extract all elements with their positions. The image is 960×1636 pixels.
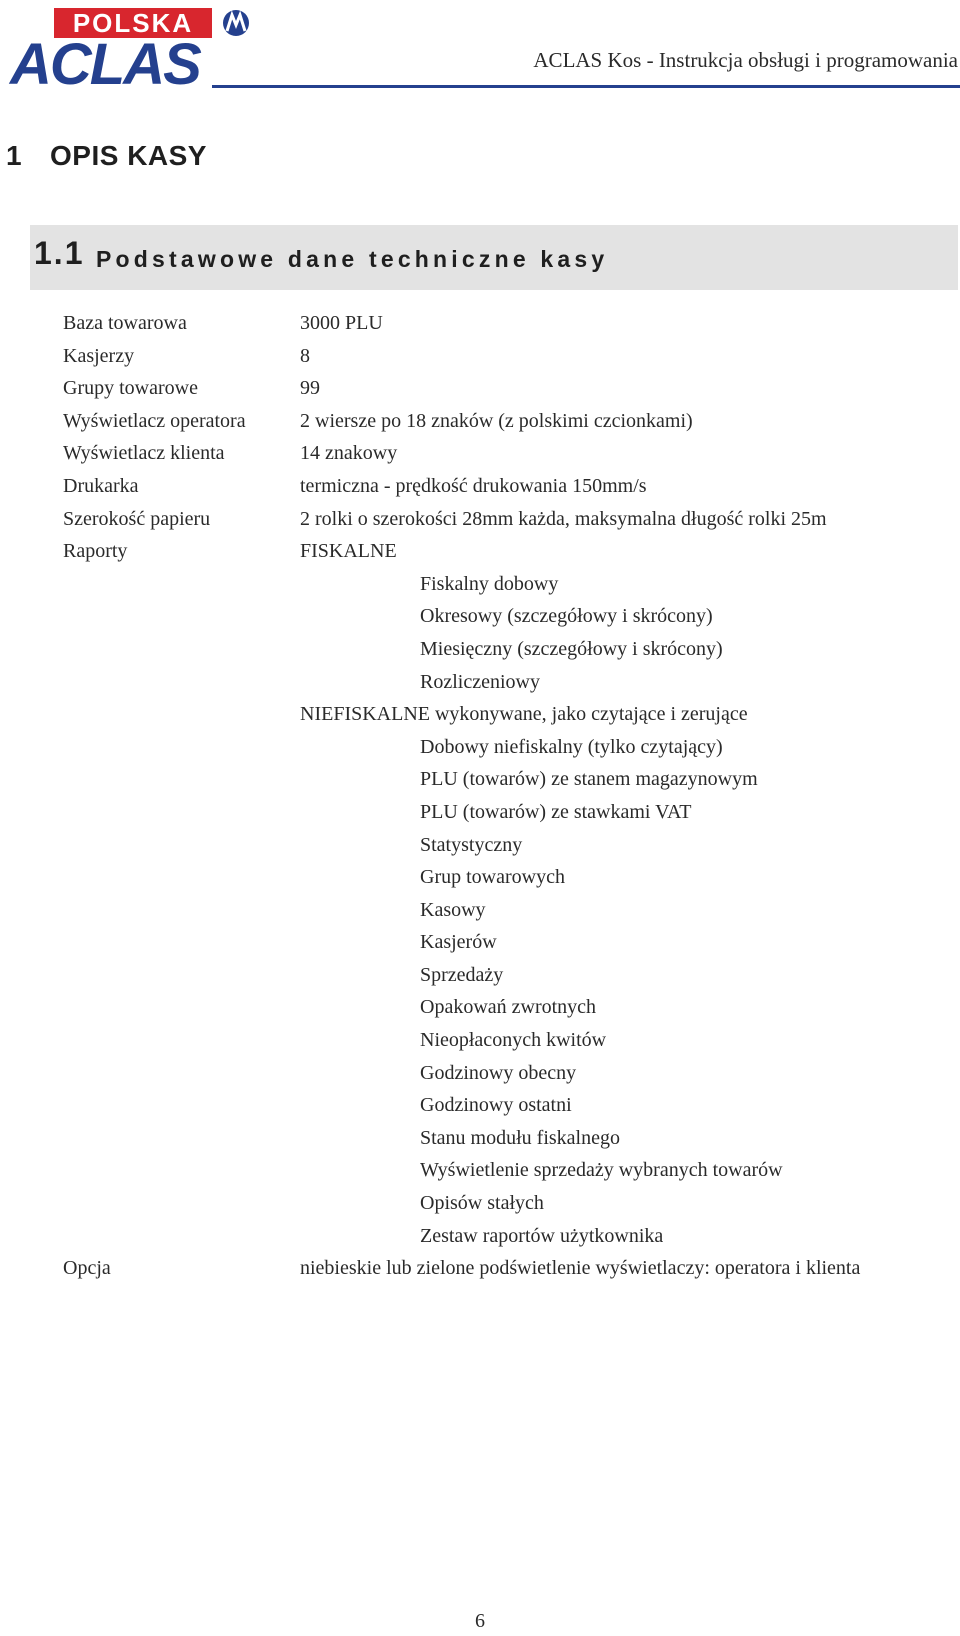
section-title: Podstawowe dane techniczne kasy — [96, 246, 609, 272]
spec-row — [0, 372, 960, 405]
chapter-heading — [6, 140, 207, 172]
nonfiscal-report-item: Kasowy — [420, 898, 486, 921]
spec-row — [0, 340, 960, 373]
spec-row — [0, 503, 960, 536]
spec-value: 8 — [300, 344, 310, 367]
section-heading — [30, 225, 958, 290]
fiscal-report-item: Fiskalny dobowy — [420, 572, 559, 595]
nonfiscal-report-item: Godzinowy ostatni — [420, 1094, 572, 1117]
spec-row — [0, 1187, 960, 1220]
spec-label: Raporty — [63, 540, 128, 563]
nonfiscal-report-item: Wyświetlenie sprzedaży wybranych towarów — [420, 1159, 783, 1182]
spec-row — [0, 568, 960, 601]
spec-row — [0, 1122, 960, 1155]
spec-row — [0, 470, 960, 503]
nonfiscal-report-item: Godzinowy obecny — [420, 1061, 577, 1084]
spec-row — [0, 1024, 960, 1057]
spec-row — [0, 535, 960, 568]
spec-row — [0, 1057, 960, 1090]
spec-row — [0, 1252, 960, 1285]
nonfiscal-report-item: Dobowy niefiskalny (tylko czytający) — [420, 735, 723, 758]
spec-row — [0, 861, 960, 894]
spec-row — [0, 1089, 960, 1122]
spec-value: 2 wiersze po 18 znaków (z polskimi czcionkami) — [300, 409, 693, 432]
spec-row — [0, 1154, 960, 1187]
spec-row — [0, 926, 960, 959]
spec-label: Drukarka — [63, 474, 139, 497]
spec-label: Kasjerzy — [63, 344, 135, 367]
spec-value: 3000 PLU — [300, 312, 383, 334]
spec-label: Grupy towarowe — [63, 377, 198, 400]
aclas-logo — [4, 4, 260, 90]
spec-label: Szerokość papieru — [63, 507, 211, 530]
header-divider — [212, 85, 960, 88]
spec-row — [0, 829, 960, 862]
spec-row — [0, 307, 960, 340]
fiscal-report-item: Miesięczny (szczegółowy i skrócony) — [420, 637, 723, 660]
chapter-number: 1 — [6, 140, 23, 171]
nonfiscal-report-item: PLU (towarów) ze stawkami VAT — [420, 800, 692, 823]
spec-value: FISKALNE — [300, 540, 397, 563]
spec-value: 99 — [300, 377, 320, 400]
nonfiscal-report-item: Grup towarowych — [420, 866, 565, 889]
spec-value: 14 znakowy — [300, 442, 398, 465]
spec-row — [0, 405, 960, 438]
section-number: 1.1 — [34, 235, 85, 271]
nonfiscal-heading: NIEFISKALNE wykonywane, jako czytające i zerujące — [300, 703, 748, 726]
spec-row — [0, 959, 960, 992]
nonfiscal-report-item: PLU (towarów) ze stanem magazynowym — [420, 768, 758, 791]
page-header — [0, 0, 960, 92]
svg-text:ACLAS: ACLAS — [10, 32, 200, 90]
nonfiscal-report-item: Sprzedaży — [420, 963, 504, 986]
fiscal-report-item: Rozliczeniowy — [420, 670, 540, 693]
spec-row — [0, 633, 960, 666]
svg-text:POLSKA: POLSKA — [72, 8, 194, 38]
spec-row — [0, 437, 960, 470]
spec-row — [0, 698, 960, 731]
spec-row — [0, 796, 960, 829]
document-title: ACLAS Kos - Instrukcja obsługi i programowania — [533, 48, 958, 72]
option-label: Opcja — [63, 1257, 111, 1280]
spec-row — [0, 731, 960, 764]
nonfiscal-report-item: Nieopłaconych kwitów — [420, 1029, 607, 1052]
nonfiscal-report-item: Statystyczny — [420, 833, 523, 856]
spec-row — [0, 991, 960, 1024]
page-number: 6 — [475, 1610, 485, 1632]
nonfiscal-report-item: Opakowań zwrotnych — [420, 996, 597, 1019]
spec-row — [0, 600, 960, 633]
nonfiscal-report-item: Stanu modułu fiskalnego — [420, 1126, 620, 1149]
nonfiscal-report-item: Kasjerów — [420, 931, 497, 954]
spec-row — [0, 894, 960, 927]
spec-label: Baza towarowa — [63, 312, 187, 334]
chapter-title: OPIS KASY — [50, 140, 207, 171]
nonfiscal-report-item: Opisów stałych — [420, 1192, 544, 1215]
spec-value: termiczna - prędkość drukowania 150mm/s — [300, 474, 647, 497]
option-value: niebieskie lub zielone podświetlenie wyświetlaczy: operatora i klienta — [300, 1257, 861, 1280]
nonfiscal-report-item: Zestaw raportów użytkownika — [420, 1224, 664, 1247]
spec-row — [0, 763, 960, 796]
spec-label: Wyświetlacz operatora — [63, 409, 246, 432]
spec-value: 2 rolki o szerokości 28mm każda, maksymalna długość rolki 25m — [300, 507, 827, 530]
spec-row — [0, 666, 960, 699]
specs-table — [0, 307, 960, 1285]
fiscal-report-item: Okresowy (szczegółowy i skrócony) — [420, 605, 713, 628]
spec-label: Wyświetlacz klienta — [63, 442, 225, 465]
spec-row — [0, 1220, 960, 1253]
